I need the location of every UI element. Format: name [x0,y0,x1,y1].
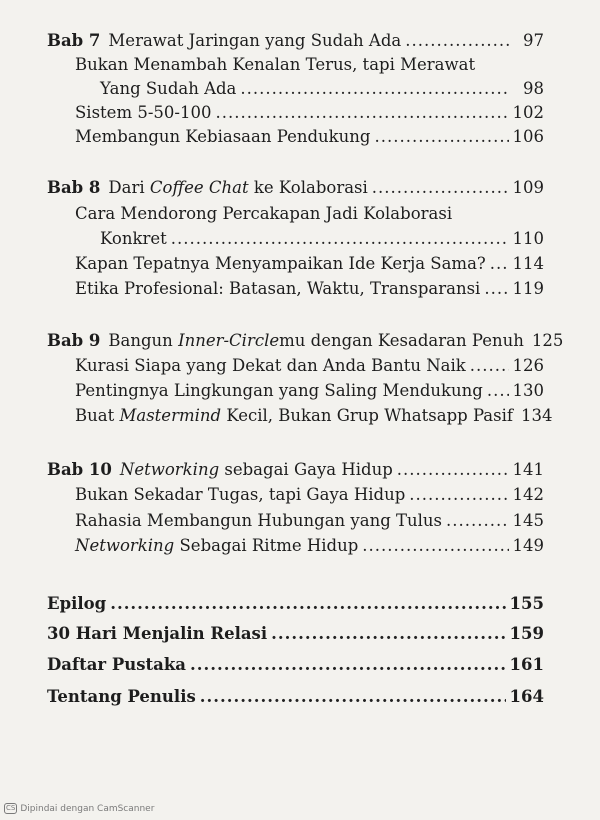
leader-dots [372,177,509,199]
leader-dots [110,593,505,615]
leader-dots [446,510,508,532]
page-number: 141 [512,460,544,479]
leader-dots [397,459,509,481]
leader-dots [470,355,509,377]
toc-subentry [75,405,553,427]
toc-entry-daftar-pustaka [47,654,544,676]
subentry-title: Membangun Kebiasaan Pendukung [75,127,371,146]
subentry-title-part: Sebagai Ritme Hidup [174,536,359,555]
leader-dots [271,623,505,645]
leader-dots [190,654,506,676]
page-number: 142 [512,485,544,504]
toc-subentry-line2 [100,228,544,250]
toc-subentry-line1 [75,203,544,225]
page-number: 164 [509,687,544,706]
toc-entry-bab9 [47,330,564,352]
page-number: 102 [512,103,544,122]
entry-title: 30 Hari Menjalin Relasi [47,624,268,643]
camscanner-logo-icon: CS [6,804,16,812]
chapter-title-emphasis: Inner-Circle [178,331,280,350]
chapter-number: Bab 7 [47,31,101,50]
toc-subentry [75,126,544,148]
toc-subentry [75,484,544,506]
toc-subentry [75,278,544,300]
subentry-title: Bukan Menambah Kenalan Terus, tapi Merawat [75,55,476,74]
entry-title: Daftar Pustaka [47,655,186,674]
page-number: 145 [512,511,544,530]
leader-dots [375,126,509,148]
page-number: 114 [512,254,544,273]
leader-dots [484,278,508,300]
toc-subentry [75,535,544,557]
watermark-text: Dipindai dengan CamScanner [20,803,155,814]
page-number: 159 [509,624,544,643]
chapter-title-emphasis: Coffee Chat [149,178,249,197]
chapter-title-emphasis: Networking [119,460,220,479]
chapter-title-part: Bangun [108,331,179,350]
page-number: 130 [512,381,544,400]
leader-dots [487,380,509,402]
toc-entry-bab8 [47,177,544,199]
entry-title: Tentang Penulis [47,687,196,706]
page-number: 98 [523,79,544,98]
leader-dots [171,228,509,250]
page-number: 97 [523,31,544,50]
chapter-title-part: mu dengan Kesadaran Penuh [279,331,524,350]
toc-subentry [75,253,544,275]
chapter-number: Bab 9 [47,331,101,350]
page-number: 155 [509,594,544,613]
subentry-title: Bukan Sekadar Tugas, tapi Gaya Hidup [75,485,406,504]
toc-entry-epilog [47,593,544,615]
subentry-title: Kurasi Siapa yang Dekat dan Anda Bantu Naik [75,356,466,375]
entry-title: Epilog [47,594,107,613]
subentry-title: Cara Mendorong Percakapan Jadi Kolaborasi [75,204,453,223]
toc-entry-bab10 [47,459,544,481]
subentry-title: Kapan Tepatnya Menyampaikan Ide Kerja Sama? [75,254,486,273]
leader-dots [215,102,508,124]
page-number: 125 [531,331,564,350]
leader-dots [490,253,509,275]
subentry-title-cont: Konkret [100,229,167,248]
page-number: 106 [512,127,544,146]
chapter-title-part: sebagai Gaya Hidup [219,460,393,479]
page-number: 110 [512,229,544,248]
toc-subentry [75,510,544,532]
page-number: 149 [512,536,544,555]
page-number: 134 [521,406,553,425]
leader-dots [240,78,510,100]
subentry-title-part: Kecil, Bukan Grup Whatsapp Pasif [221,406,513,425]
subentry-title: Rahasia Membangun Hubungan yang Tulus [75,511,443,530]
page-number: 119 [512,279,544,298]
chapter-number: Bab 10 [47,460,112,479]
subentry-title-cont: Yang Sudah Ada [100,79,237,98]
page-number: 161 [509,655,544,674]
subentry-title: Sistem 5-50-100 [75,103,212,122]
chapter-title: Merawat Jaringan yang Sudah Ada [108,31,402,50]
toc-subentry [75,380,544,402]
scanner-watermark [4,803,154,814]
subentry-title: Etika Profesional: Batasan, Waktu, Transparansi [75,279,481,298]
leader-dots [362,535,508,557]
toc-subentry-line1 [75,54,544,76]
leader-dots [405,30,510,52]
page-number: 126 [512,356,544,375]
toc-entry-bab7 [47,30,544,52]
subentry-title-part: Buat [75,406,120,425]
page-number: 109 [512,178,544,197]
chapter-title-part: ke Kolaborasi [248,178,368,197]
chapter-title-part: Dari [108,178,150,197]
toc-subentry [75,102,544,124]
subentry-title-emphasis: Networking [75,536,175,555]
subentry-title-emphasis: Mastermind [119,406,222,425]
chapter-number: Bab 8 [47,178,101,197]
subentry-title: Pentingnya Lingkungan yang Saling Mendukung [75,381,483,400]
leader-dots [409,484,508,506]
toc-subentry-line2 [100,78,544,100]
leader-dots [200,686,506,708]
toc-entry-30-hari [47,623,544,645]
toc-subentry [75,355,544,377]
toc-entry-tentang-penulis [47,686,544,708]
